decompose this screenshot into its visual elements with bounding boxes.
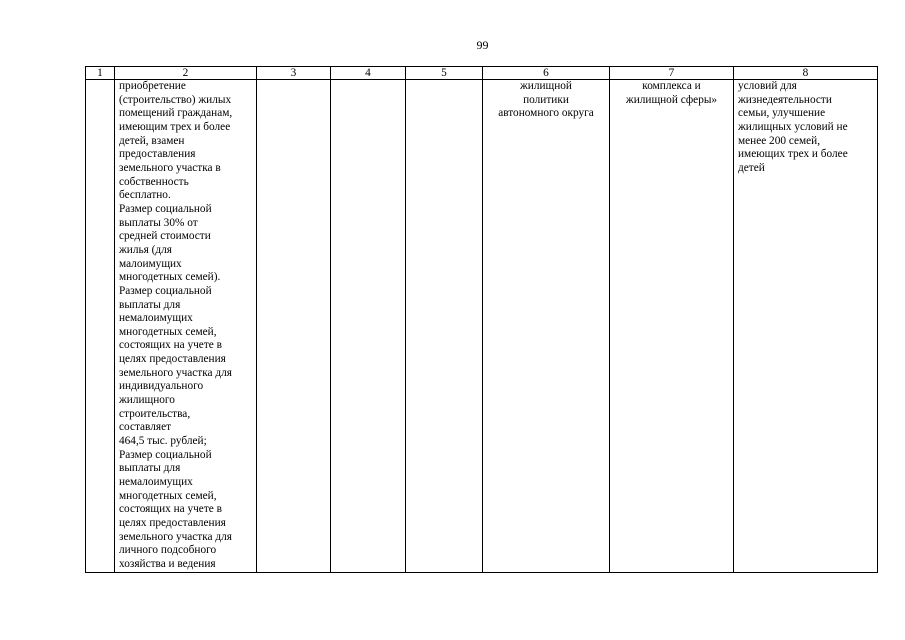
column-header-6: 6 — [483, 67, 610, 80]
cell-col-8-expected-result: условий для жизнедеятельности семьи, улучшение жилищных условий не менее 200 семей, имеющих трех и более детей — [734, 80, 878, 573]
cell-col-2-measure-description: приобретение (строительство) жилых помещений гражданам, имеющим трех и более детей, взамен предоставления земельного участка в собственность бесплатно. Размер социальной выплаты 30% от средней стоимости жилья (для малоимущих многодетных семей). Размер социальной выплаты для немалоимущих многодетных семей, состоящих на учете в целях предоставления земельного участка для индивидуального жилищного строительства, составляет 464,5 тыс. рублей; Размер социальной выплаты для немалоимущих многодетных семей, состоящих на учете в целях предоставления земельного участка для личного подсобного хозяйства и ведения — [115, 80, 257, 573]
cell-col-4 — [331, 80, 406, 573]
cell-col-7-co-executor: комплекса и жилищной сферы» — [610, 80, 734, 573]
column-header-4: 4 — [331, 67, 406, 80]
column-header-5: 5 — [406, 67, 483, 80]
column-header-1: 1 — [86, 67, 115, 80]
page-number: 99 — [476, 38, 489, 52]
column-header-3: 3 — [257, 67, 331, 80]
cell-col-1 — [86, 80, 115, 573]
document-table — [85, 66, 878, 573]
cell-col-3 — [257, 80, 331, 573]
column-header-8: 8 — [734, 67, 878, 80]
column-header-7: 7 — [610, 67, 734, 80]
table-header-row — [86, 67, 878, 80]
column-header-2: 2 — [115, 67, 257, 80]
table-row — [86, 80, 878, 573]
cell-col-6-responsible: жилищной политики автономного округа — [483, 80, 610, 573]
cell-col-5 — [406, 80, 483, 573]
